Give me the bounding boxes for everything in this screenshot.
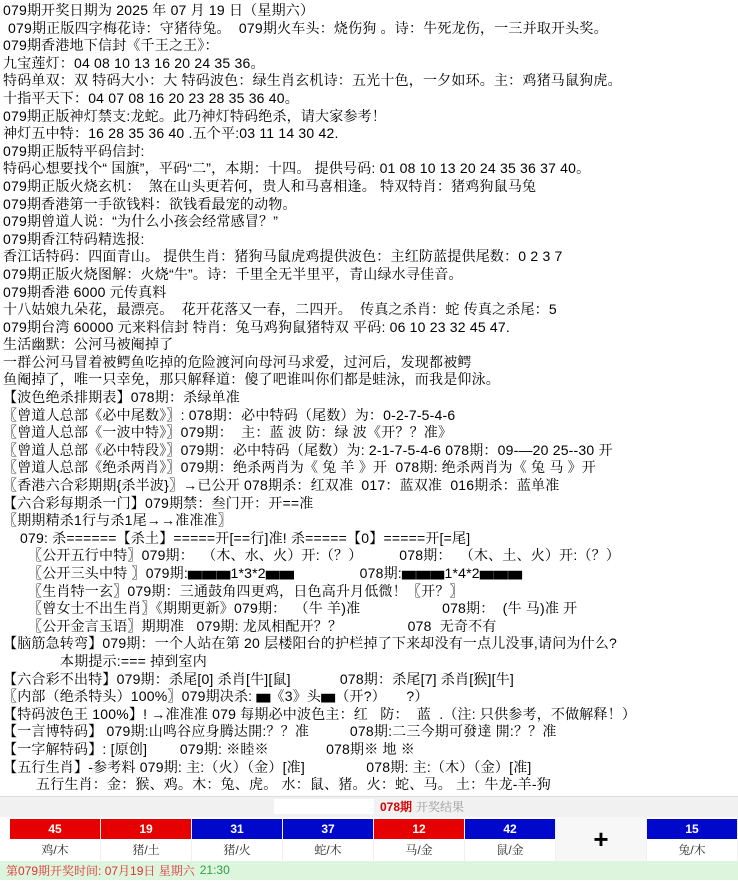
- text-line: 079期台湾 60000 元来料信封 特肖：兔马鸡狗鼠猪特双 平码: 06 10 23 32 45 47.: [3, 318, 510, 335]
- text-line: 神灯五中特：16 28 35 36 40 .五个平:03 11 14 30 42.: [3, 125, 339, 142]
- text-line: 〖公开五行中特〗079期： （木、水、火）开:（？） 078期： （木、土、火）开:（？）: [28, 547, 621, 564]
- text-line: 079期曾道人说：“为什么小孩会经常感冒？”: [3, 213, 279, 230]
- text-line: 079期香港第一手欲钱料：欲钱看最宠的动物。: [3, 195, 297, 212]
- result-issue: 078期: [379, 800, 412, 815]
- ball-number: 19: [101, 819, 191, 839]
- result-header-box: [274, 799, 374, 814]
- result-ball-cell: [465, 817, 556, 861]
- text-line: 〖公开金言玉语〗期期准 079期: 龙凤相配开？？ 078 无奇不有: [28, 617, 497, 634]
- text-line: 〖曾女士不出生肖〗《期期更新》079期： （牛 羊)准 078期： (牛 马)准 开: [28, 600, 578, 617]
- text-line: 一群公河马冒着被鳄鱼吃掉的危险渡河向母河马求爱，过河后，发现都被鳄: [3, 353, 472, 370]
- text-line: 【脑筋急转弯】079期：一个人站在第 20 层楼阳台的护栏掉了下来却没有一点儿没事,请问为什么?: [3, 635, 617, 652]
- text-line: 079: 杀======【杀土】=====开[==行]准! 杀=====【0】=====开[=尾]: [20, 529, 471, 546]
- text-line: 【五行生肖】-参考料 079期: 主:（火）（金）[准] 078期: 主:（木）（金）[准]: [3, 758, 532, 775]
- ball-zodiac-label: 鸡/木: [10, 839, 100, 861]
- text-line: 【六合彩每期杀一门】079期禁：叁门开：开==准: [3, 494, 314, 511]
- ball-number: 37: [283, 819, 373, 839]
- text-line: 香江话特码：四面青山。 提供生肖：猪狗马鼠虎鸡提供波色：主红防蓝提供尾数：0 2 3 7: [3, 248, 563, 265]
- result-balls-row: [0, 817, 738, 861]
- text-line: 079期正版四字梅花诗：守猪待兔。 079期火车头：烧伤狗 。诗：牛死龙伤，一三并取开头奖。: [8, 19, 608, 36]
- ball-number: 12: [374, 819, 464, 839]
- result-ball-cell: [374, 817, 465, 861]
- text-line: 【一字解特码】: [原创] 079期: ※睦※ 078期※ 地 ※: [3, 740, 416, 757]
- text-line: 079期香江特码精选报:: [3, 230, 145, 247]
- result-ball-cell: [10, 817, 101, 861]
- text-line: 生活幽默：公河马被阉掉了: [3, 336, 174, 353]
- text-line: 079期开奖日期为 2025 年 07 月 19 日（星期六）: [3, 2, 315, 18]
- result-ball-cell: [101, 817, 192, 861]
- text-line: 〖曾道人总部《必中特段》〗079期：必中特码（尾数）为: 2-1-7-5-4-6 078期：09-—20 25--30 开: [3, 441, 613, 458]
- ball-zodiac-label: 兔/木: [647, 839, 737, 861]
- text-line: 〖曾道人总部《必中尾数》〗: 078期：必中特码（尾数）为：0-2-7-5-4-6: [3, 406, 456, 423]
- ball-zodiac-label: 猪/土: [101, 839, 191, 861]
- text-line: 特码单双：双 特码大小：大 特码波色：绿生肖玄机诗：五光十色，一夕如环。主：鸡猪马鼠狗虎。: [3, 72, 622, 89]
- ball-zodiac-label: 蛇/木: [283, 839, 373, 861]
- text-line: 特码心想要找个“ 国旗”，平码“二”，本期：十四。 提供号码: 01 08 10 13 20 24 35 36 37 40。: [3, 160, 591, 177]
- text-line: 079期正版特平码信封:: [3, 142, 145, 159]
- lottery-result-widget: [0, 796, 738, 880]
- ball-number: 45: [10, 819, 100, 839]
- text-line: 079期香港 6000 元传真料: [3, 283, 167, 300]
- text-line: 〖曾道人总部《一波中特》〗079期： 主：蓝 波 防：绿 波《开？？准》: [3, 424, 453, 441]
- text-line: 〖内部（绝杀特头）100%〗079期决杀: ▅《3》头▅（开?） ?）: [3, 688, 429, 705]
- result-footer: [0, 861, 738, 880]
- next-draw-clock: 21:30: [199, 863, 230, 878]
- text-line: 079期香港地下信封《千王之王》：: [3, 37, 219, 54]
- ball-number: 42: [465, 819, 555, 839]
- result-header-label: 开奖结果: [416, 800, 465, 815]
- text-line: 079期正版神灯禁支:龙蛇。此乃神灯特码绝杀，请大家参考！: [3, 107, 387, 124]
- ball-zodiac-label: 马/金: [374, 839, 464, 861]
- text-line: 十指平天下：04 07 08 16 20 23 28 35 36 40。: [3, 89, 299, 106]
- text-line: 九宝莲灯：04 08 10 13 16 20 24 35 36。: [3, 54, 265, 71]
- text-line: 【特码波色王 100%】! →准准准 079 每期必中波色主：红 防： 蓝 .（注: 只供参考，不做解释！）: [3, 705, 637, 722]
- text-line: 〖生肖特一玄〗079期：三通鼓角四更鸡，日色高升月低微！〖开？〗: [28, 582, 464, 599]
- text-line: 鱼阉掉了，唯一只幸免，那只解释道：傻了吧谁叫你们都是蛙泳，而我是仰泳。: [3, 371, 500, 388]
- text-line: 〖香港六合彩期期{杀半波}〗→已公开 078期杀：红双准 017：蓝双准 016期杀：蓝单准: [3, 477, 560, 494]
- text-line: 079期正版火烧玄机： 煞在山头更若何，贵人和马喜相逢。 特双特肖：猪鸡狗鼠马兔: [3, 177, 537, 194]
- plus-icon: +: [593, 823, 609, 854]
- result-header: [0, 796, 738, 817]
- next-draw-time-text: 第079期开奖时间: 07月19日 星期六: [6, 863, 195, 878]
- text-line: 079期正版火烧图解：火烧“牛”。诗：千里全无半里平，青山绿水寻佳音。: [3, 265, 463, 282]
- ball-zodiac-label: 鼠/金: [465, 839, 555, 861]
- ball-zodiac-label: 猪/火: [192, 839, 282, 861]
- text-line: 十八姑娘九朵花，最漂亮。 花开花落又一春，二四开。 传真之杀肖：蛇 传真之杀尾：5: [3, 301, 557, 318]
- text-line: 【一言博特码】 079期:山鸣谷应身腾达開:？？准 078期:二三今期可發達 開:？？准: [3, 723, 557, 740]
- text-line: 【波色绝杀排期表】078期：杀绿单准: [3, 389, 240, 406]
- text-line: 〖曾道人总部《绝杀两肖》〗079期：绝杀两肖为《 兔 羊 》开 078期: 绝杀两肖为《 兔 马 》开: [3, 459, 597, 476]
- result-ball-cell: [647, 817, 738, 861]
- text-line: 本期提示:=== 掉到室内: [60, 652, 207, 669]
- ball-number: 15: [647, 819, 737, 839]
- ball-number: 31: [192, 819, 282, 839]
- plus-separator: [556, 817, 647, 861]
- result-ball-cell: [283, 817, 374, 861]
- text-line: 〖期期精杀1行与杀1尾→→准准准〗: [3, 512, 232, 529]
- result-ball-cell: [192, 817, 283, 861]
- text-line: 五行生肖：金：猴、鸡。木：兔、虎。 水：鼠、猪。火：蛇、马。 土：牛龙-羊-狗: [36, 776, 551, 793]
- text-line: 【六合彩不出特】079期：杀尾[0] 杀肖[牛][鼠] 078期：杀尾[7] 杀肖[猴][牛]: [3, 670, 515, 687]
- text-line: 〖公开三头中特 〗079期:▅▅▅1*3*2▅▅ 078期:▅▅▅1*4*2▅▅▅: [28, 565, 523, 581]
